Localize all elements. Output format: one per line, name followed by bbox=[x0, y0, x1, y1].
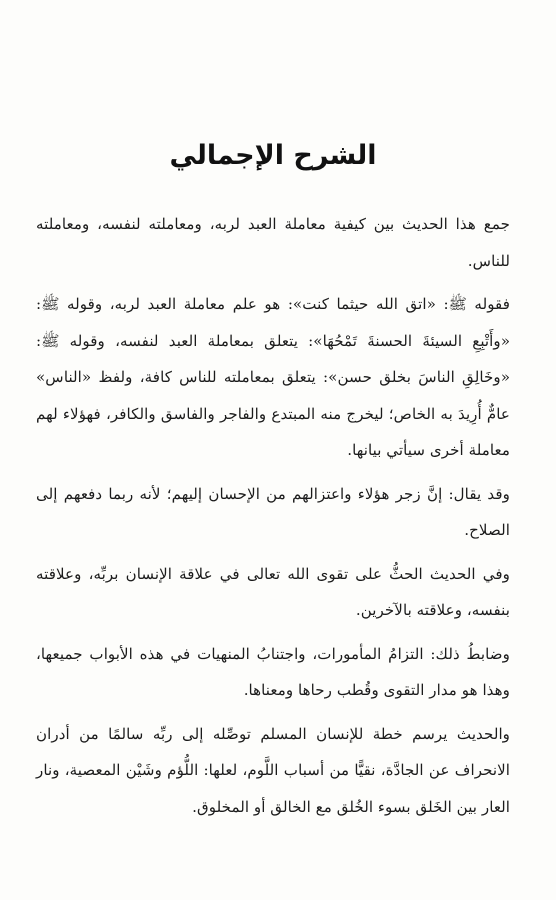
paragraph-intro: جمع هذا الحديث بين كيفية معاملة العبد لربه، ومعاملته لنفسه، ومعاملته للناس. bbox=[36, 215, 510, 270]
paragraph-hadith-explanation: فقوله ﷺ: «اتق الله حيثما كنت»: هو علم معاملة العبد لربه، وقوله ﷺ: «وأَتْبِعِ السيئةَ الحسنةَ تَمْحُهَا»: يتعلق بمعاملة العبد لنفسه، وقوله ﷺ: «وخَالِقِ الناسَ بخلق حسن»: يتعلق بمعاملته للناس كافة، ولفظ «الناس» عامٌّ أُرِيدَ به الخاص؛ ليخرج منه المبتدع والفاجر والفاسق والكافر، فهؤلاء لهم معاملة أخرى سيأتي بيانها. bbox=[36, 295, 510, 459]
paragraph-taqwa: وفي الحديث الحثُّ على تقوى الله تعالى في علاقة الإنسان بربِّه، وعلاقته بنفسه، وعلاقته بالآخرين. bbox=[36, 564, 510, 619]
book-page bbox=[36, 0, 510, 900]
body-text bbox=[36, 206, 510, 832]
paragraph-rule: وضابطُ ذلك: التزامُ المأمورات، واجتنابُ المنهيات في هذه الأبواب جميعها، وهذا هو مدار التقوى وقُطب رحاها ومعناها. bbox=[36, 644, 510, 699]
paragraph-rebuke: وقد يقال: إنَّ زجر هؤلاء واعتزالهم من الإحسان إليهم؛ لأنه ربما دفعهم إلى الصلاح. bbox=[36, 484, 510, 539]
section-title: الشرح الإجمالي bbox=[169, 140, 377, 171]
paragraph-plan: والحديث يرسم خطة للإنسان المسلم توصِّله إلى ربِّه سالمًا من أدران الانحراف عن الجادَّة، نقيًّا من أسباب اللَّوم، لعلها: اللُّؤم وشَيْن المعصية، ونار العار بين الخَلق بسوء الخُلق مع الخالق أو المخلوق. bbox=[36, 724, 510, 816]
